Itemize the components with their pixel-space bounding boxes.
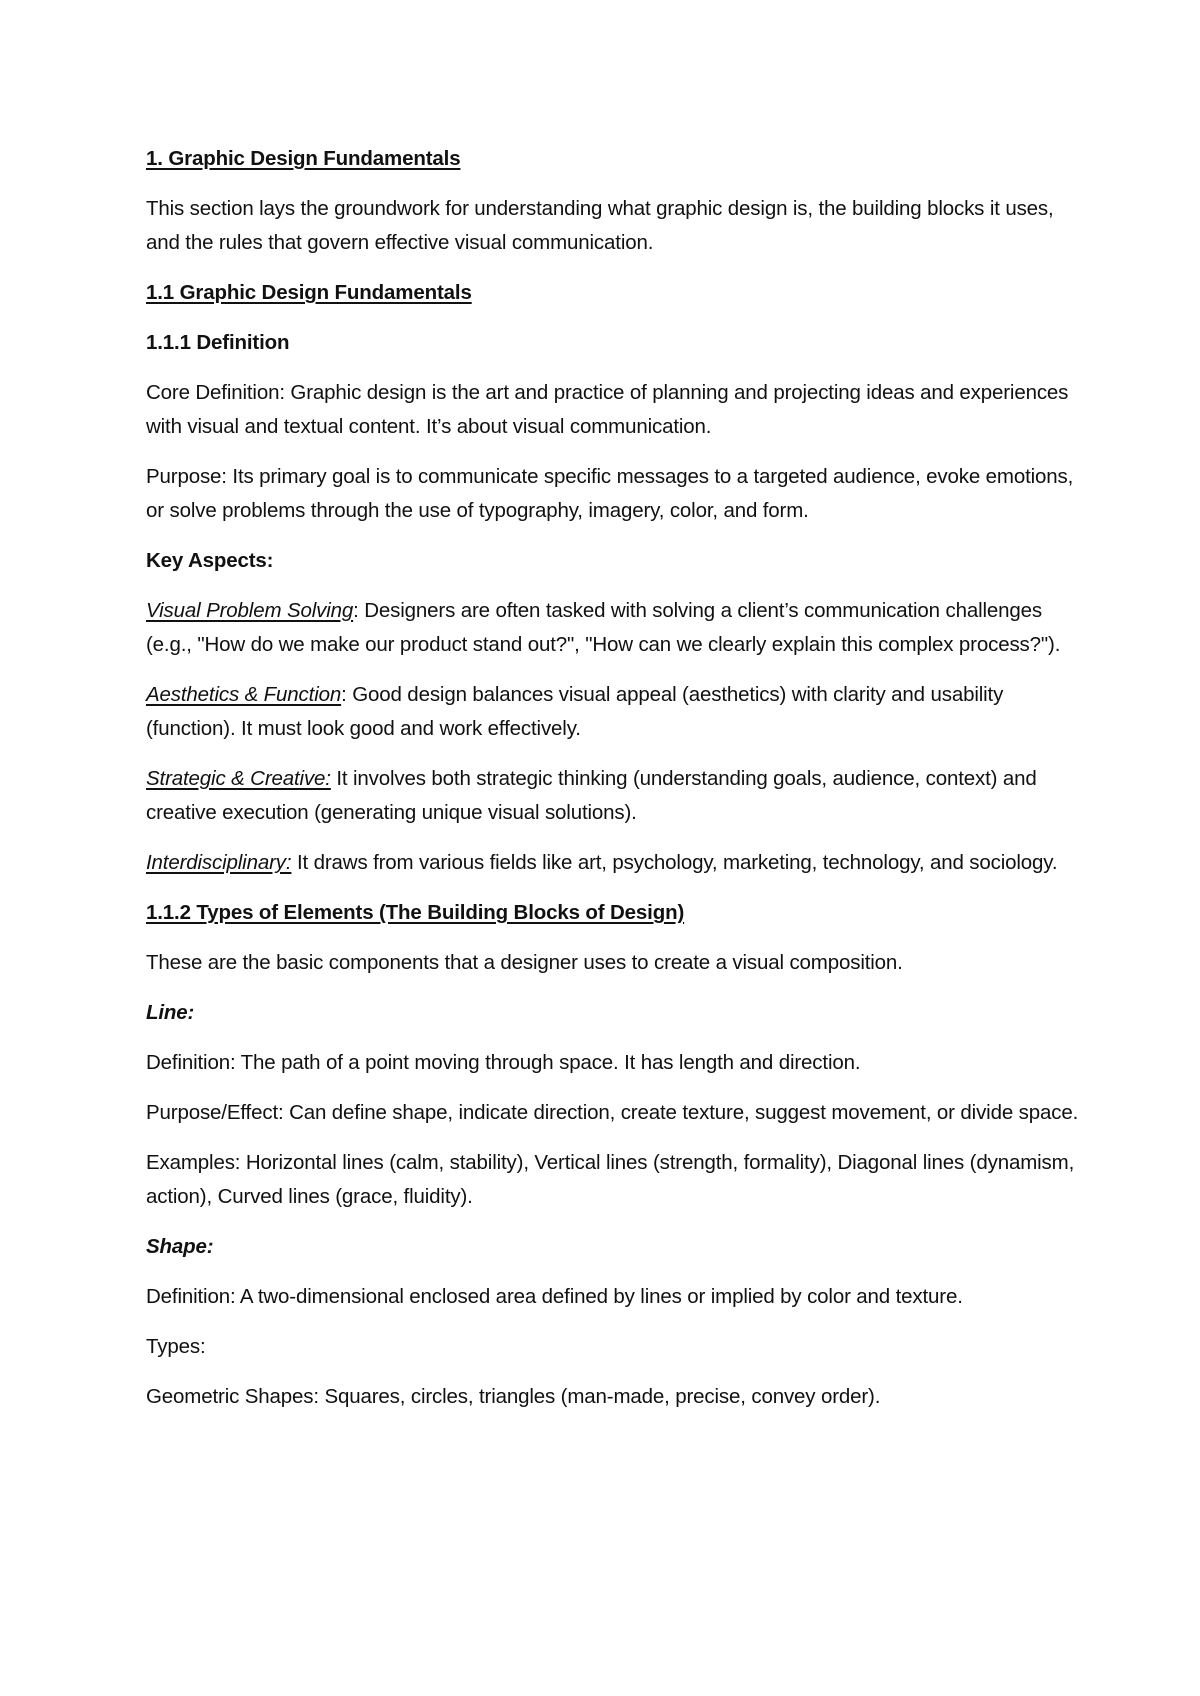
line-purpose: Purpose/Effect: Can define shape, indicate direction, create texture, suggest movement, or divide space. <box>146 1101 1079 1124</box>
types-label: Types: <box>146 1335 206 1358</box>
aspect-item <box>146 846 1086 880</box>
subsection-1-1-heading: 1.1 Graphic Design Fundamentals <box>146 281 472 304</box>
line-definition: Definition: The path of a point moving through space. It has length and direction. <box>146 1051 861 1074</box>
aspect-term-sep: : <box>341 683 347 706</box>
aspect-text: It involves both strategic thinking (understanding goals, audience, context) and creative execution (generating unique visual solutions). <box>146 767 1037 824</box>
aspect-item <box>146 762 1086 830</box>
subsection-1-1-2-heading: 1.1.2 Types of Elements (The Building Blocks of Design) <box>146 901 685 924</box>
aspect-text: Designers are often tasked with solving a client’s communication challenges (e.g., "How do we make our product stand out?", "How can we clearly explain this complex process?"). <box>146 599 1061 656</box>
line-examples: Examples: Horizontal lines (calm, stability), Vertical lines (strength, formality), Diagonal lines (dynamism, action), Curved lines (grace, fluidity). <box>146 1151 1075 1208</box>
intro-paragraph: This section lays the groundwork for understanding what graphic design is, the building blocks it uses, and the rules that govern effective visual communication. <box>146 197 1054 254</box>
aspect-term-sep: : <box>353 599 359 622</box>
aspect-item <box>146 678 1086 746</box>
aspect-term: Interdisciplinary: <box>146 851 292 874</box>
elements-intro-paragraph: These are the basic components that a designer uses to create a visual composition. <box>146 951 903 974</box>
aspect-text: It draws from various fields like art, psychology, marketing, technology, and sociology. <box>291 851 1058 874</box>
purpose-paragraph: Purpose: Its primary goal is to communicate specific messages to a targeted audience, evoke emotions, or solve problems through the use of typography, imagery, color, and form. <box>146 465 1074 522</box>
shape-label: Shape: <box>146 1235 214 1258</box>
core-definition-paragraph: Core Definition: Graphic design is the art and practice of planning and projecting ideas and experiences with visual and textual content. It’s about visual communication. <box>146 381 1069 438</box>
aspect-item <box>146 594 1086 662</box>
geometric-shapes: Geometric Shapes: Squares, circles, triangles (man-made, precise, convey order). <box>146 1385 881 1408</box>
aspect-text: Good design balances visual appeal (aesthetics) with clarity and usability (function). It must look good and work effectively. <box>146 683 1004 740</box>
aspect-term: Strategic & Creative: <box>146 767 331 790</box>
aspect-term: Aesthetics & Function <box>146 683 342 706</box>
aspect-term: Visual Problem Solving <box>146 599 354 622</box>
document-page <box>146 142 1086 1414</box>
shape-definition: Definition: A two-dimensional enclosed area defined by lines or implied by color and texture. <box>146 1285 963 1308</box>
subsection-1-1-1-heading: 1.1.1 Definition <box>146 331 290 354</box>
section-title: 1. Graphic Design Fundamentals <box>146 147 461 170</box>
key-aspects-heading: Key Aspects: <box>146 549 274 572</box>
line-label: Line: <box>146 1001 195 1024</box>
